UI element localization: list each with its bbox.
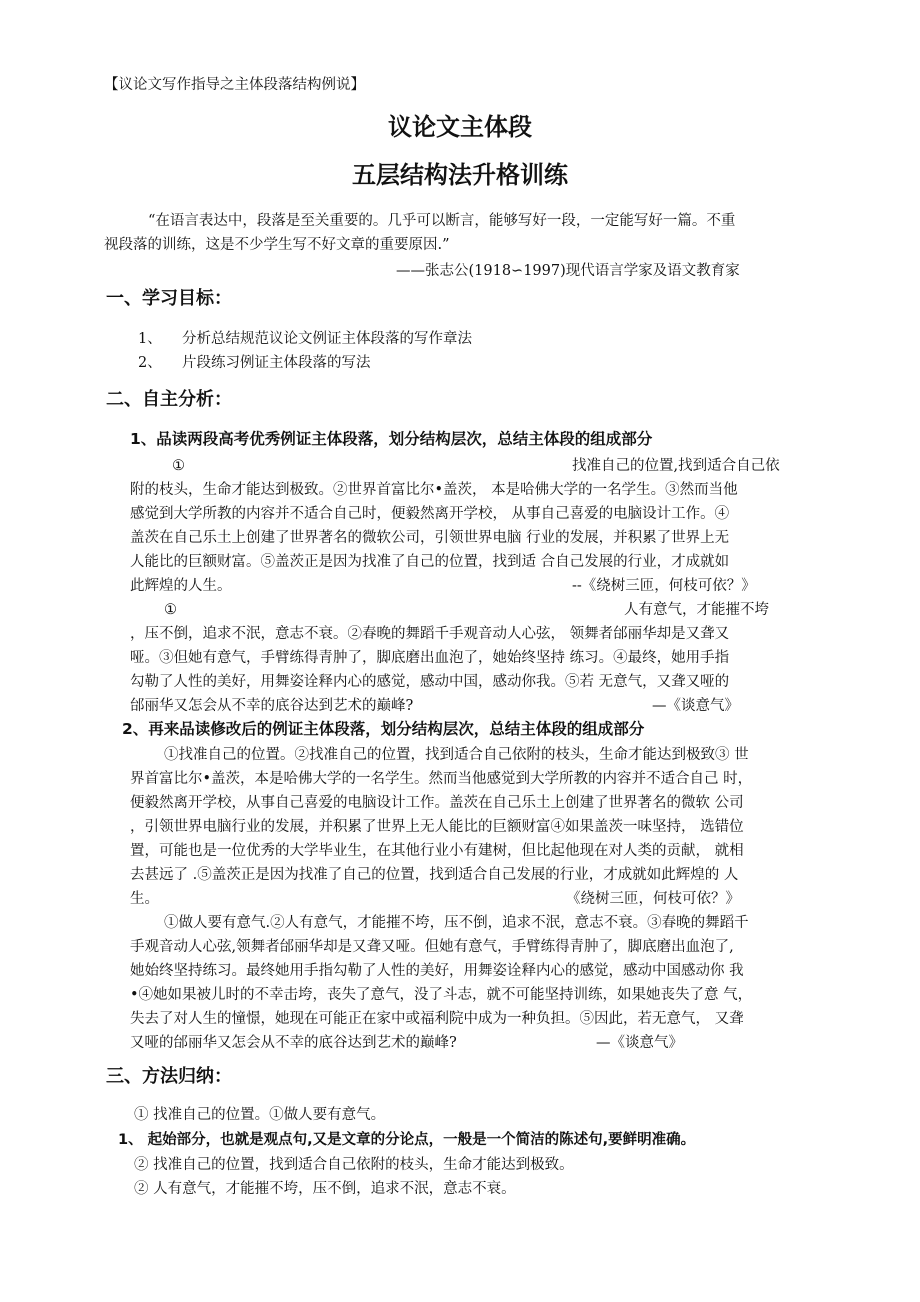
page-title: 议论文主体段 — [388, 113, 532, 141]
p2-line: ，压不倒，追求不泯，意志不衰。②春晚的舞蹈千手观音动人心弦， 领舞者邰丽华却是又聋又 — [130, 626, 730, 642]
p1-line: 人能比的巨额财富。⑤盖茨正是因为找准了自己的位置，找到适 合自己发展的行业，才成就如 — [130, 554, 730, 570]
method-point-1: 1、 起始部分，也就是观点句,又是文章的分论点，一般是一个简洁的陈述句,要鲜明准确。 — [118, 1132, 696, 1148]
p4-line: 她始终坚持练习。最终她用手指勾勒了人性的美好，用舞姿诠释内心的感觉，感动中国感动你 我 — [130, 963, 744, 979]
goal-2-text: 片段练习例证主体段落的写法 — [182, 355, 371, 371]
p4-last: 又哑的邰丽华又怎会从不幸的底谷达到艺术的巅峰? — [130, 1035, 457, 1051]
p1-line: 附的枝头，生命才能达到极致。②世界首富比尔•盖茨， 本是哈佛大学的一名学生。③然而当他 — [130, 482, 738, 498]
section-heading-goals: 一、学习目标： — [106, 288, 232, 309]
method-line-1: ① 找准自己的位置。①做人要有意气。 — [134, 1107, 386, 1123]
section-heading-method: 三、方法归纳： — [106, 1066, 232, 1087]
p2-last: 邰丽华又怎会从不幸的底谷达到艺术的巅峰? — [130, 698, 414, 714]
p3-last: 生。 — [130, 891, 159, 907]
p1-line: 盖茨在自己乐土上创建了世界著名的微软公司，引领世界电脑 行业的发展，并积累了世界上无 — [130, 530, 730, 546]
p3-line: 界首富比尔•盖茨，本是哈佛大学的一名学生。然而当他感觉到大学所教的内容并不适合自己 时， — [130, 771, 753, 787]
analysis-subheading-2: 2、再来品读修改后的例证主体段落，划分结构层次，总结主体段的组成部分 — [122, 720, 645, 738]
p4-line: 手观音动人心弦,领舞者邰丽华却是又聋又哑。但她有意气，手臂练得青肿了，脚底磨出血泡了, — [130, 939, 734, 955]
header-tag: 【议论文写作指导之主体段落结构例说】 — [104, 77, 365, 93]
p1-line: 感觉到大学所教的内容并不适合自己时，便毅然离开学校， 从事自己喜爱的电脑设计工作。④ — [130, 506, 730, 522]
p3-line: 置，可能也是一位优秀的大学毕业生，在其他行业小有建树，但比起他现在对人类的贡献， 就相 — [130, 843, 744, 859]
p1-source: --《绕树三匝，何枝可依？》 — [572, 578, 756, 594]
p2-line: 哑。③但她有意气，手臂练得青肿了，脚底磨出血泡了，她始终坚持 练习。④最终，她用手指 — [130, 650, 730, 666]
p4-source: —《谈意气》 — [596, 1035, 683, 1051]
p3-source: 《绕树三匝，何枝可依？》 — [566, 891, 740, 907]
p2-source: —《谈意气》 — [652, 698, 739, 714]
p1-last: 此辉煌的人生。 — [130, 578, 232, 594]
p3-line: ，引领世界电脑行业的发展，并积累了世界上无人能比的巨额财富④如果盖茨一味坚持， 选错位 — [130, 819, 744, 835]
method-line-2: ② 找准自己的位置，找到适合自己依附的枝头，生命才能达到极致。 — [134, 1157, 574, 1173]
p3-line: 去甚远了 .⑤盖茨正是因为找准了自己的位置，找到适合自己发展的行业，才成就如此辉煌的 人 — [130, 867, 739, 883]
method-line-3: ② 人有意气，才能摧不垮，压不倒，追求不泯，意志不衰。 — [134, 1181, 516, 1197]
p2-mark: ① — [164, 602, 177, 618]
p4-line: 失去了对人生的憧憬，她现在可能正在家中或福利院中成为一种负担。⑤因此，若无意气， 又聋 — [130, 1011, 744, 1027]
p3-line: ①找准自己的位置。②找准自己的位置，找到适合自己依附的枝头，生命才能达到极致③ 世 — [164, 747, 749, 763]
p4-line: •④她如果被儿时的不幸击垮，丧失了意气，没了斗志，就不可能坚持训练，如果她丧失了意 气， — [130, 987, 753, 1003]
goal-1-number: 1、 — [138, 331, 162, 347]
p1-mark: ① — [172, 458, 185, 474]
p4-line: ①做人要有意气.②人有意气，才能摧不垮，压不倒，追求不泯，意志不衰。③春晚的舞蹈千 — [164, 915, 749, 931]
quote-line-1: “在语言表达中，段落是至关重要的。几乎可以断言，能够写好一段，一定能写好一篇。不重 — [148, 213, 736, 229]
page-subtitle: 五层结构法升格训练 — [352, 161, 568, 189]
quote-attribution: ——张志公(1918∽1997)现代语言学家及语文教育家 — [396, 263, 740, 279]
p1-lead: 找准自己的位置,找到适合自己依 — [572, 458, 780, 474]
goal-1-text: 分析总结规范议论文例证主体段落的写作章法 — [182, 331, 472, 347]
p3-line: 便毅然离开学校，从事自己喜爱的电脑设计工作。盖茨在自己乐土上创建了世界著名的微软 公司 — [130, 795, 744, 811]
quote-line-2: 视段落的训练，这是不少学生写不好文章的重要原因.” — [104, 237, 450, 253]
p2-lead: 人有意气，才能摧不垮 — [624, 602, 769, 618]
analysis-subheading-1: 1、品读两段高考优秀例证主体段落，划分结构层次，总结主体段的组成部分 — [130, 430, 653, 448]
p2-line: 勾勒了人性的美好，用舞姿诠释内心的感觉，感动中国，感动你我。⑤若 无意气，又聋又哑的 — [130, 674, 730, 690]
section-heading-analysis: 二、自主分析： — [106, 389, 232, 410]
goal-2-number: 2、 — [138, 355, 162, 371]
